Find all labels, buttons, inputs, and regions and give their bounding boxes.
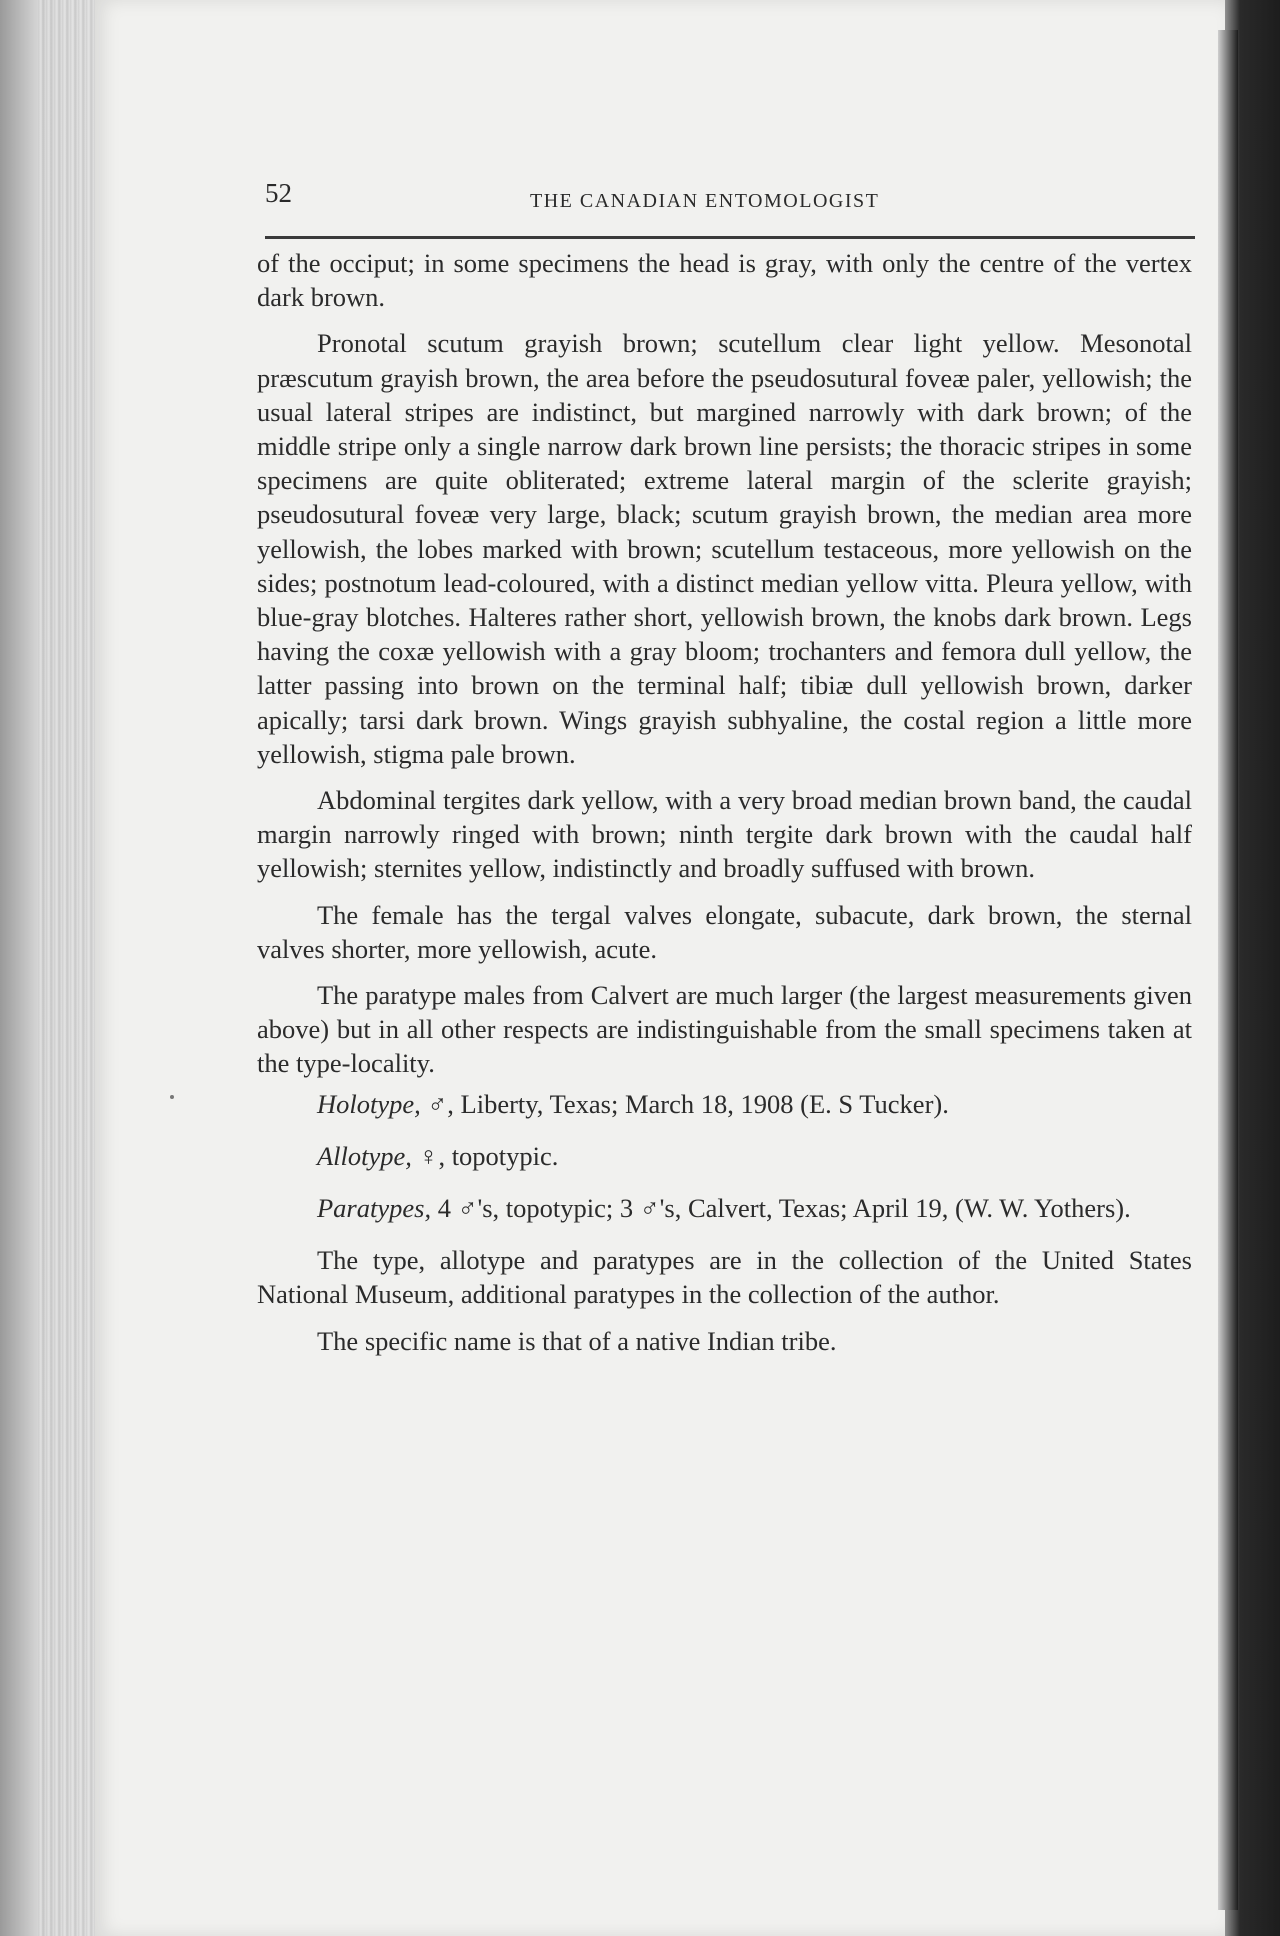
paragraph-abdomen: Abdominal tergites dark yellow, with a very broad median brown band, the caudal margin narrowly ringed with brown; ninth tergite dark brown with the caudal half yellowish; sternites yellow, indistinctly and broadly suffused with brown. xyxy=(257,785,1192,884)
paratypes-record xyxy=(257,1191,1192,1225)
paragraph-specific-name: The specific name is that of a native Indian tribe. xyxy=(317,1325,837,1356)
holotype-label: Holotype, xyxy=(317,1088,421,1119)
allotype-label: Allotype, xyxy=(317,1140,412,1171)
paragraph-thorax: Pronotal scutum grayish brown; scutellum clear light yellow. Mesonotal præscutum grayish brown, the area before the pseudosutural foveæ paler, yellowish; the usual lateral stripes are indistinct, but margined narrowly with dark brown; of the middle stripe only a single narrow dark brown line persists; the thoracic stripes in some specimens are quite obliterated; extreme lateral margin of the sclerite grayish; pseudosutural foveæ very large, black; scutum grayish brown, the median area more yellowish, the lobes marked with brown; scutellum testaceous, more yellowish on the sides; postnotum lead-coloured, with a distinct median yellow vitta. Pleura yellow, with blue-gray blotches. Halteres rather short, yellowish brown, the knobs dark brown. Legs having the coxæ yellowish with a gray bloom; trochanters and femora dull yellow, the latter passing into brown on the terminal half; tibiæ dull yellowish brown, darker apically; tarsi dark brown. Wings grayish subhyaline, the costal region a little more yellowish, stigma pale brown. xyxy=(257,328,1192,769)
paratypes-text: 4 ♂'s, topotypic; 3 ♂'s, Calvert, Texas; April 19, (W. W. Yothers). xyxy=(431,1193,1131,1224)
paragraph-female: The female has the tergal valves elongate, subacute, dark brown, the sternal valves shorter, more yellowish, acute. xyxy=(257,899,1192,964)
page-stack-edge xyxy=(38,0,98,1936)
holotype-text: ♂, Liberty, Texas; March 18, 1908 (E. S Tucker). xyxy=(420,1088,949,1119)
paragraph-continued: of the occiput; in some specimens the head is gray, with only the centre of the vertex dark brown. xyxy=(257,248,1192,313)
article-body xyxy=(257,246,1192,1370)
paragraph-paratype-males: The paratype males from Calvert are much larger (the largest measurements given above) but in all other respects are indistinguishable from the small specimens taken at the type-locality. xyxy=(257,980,1192,1079)
holotype-record xyxy=(257,1087,1192,1121)
page-number: 52 xyxy=(265,178,292,208)
paratypes-label: Paratypes, xyxy=(317,1193,432,1224)
header-rule xyxy=(265,236,1195,239)
allotype-record xyxy=(257,1139,1192,1173)
allotype-text: ♀, topotypic. xyxy=(411,1140,559,1171)
paragraph-collection: The type, allotype and paratypes are in the collection of the United States National Museum, additional paratypes in the collection of the author. xyxy=(257,1245,1192,1310)
ink-speck xyxy=(170,1095,174,1099)
page-header xyxy=(265,170,1195,232)
binding-shadow xyxy=(1218,30,1238,1910)
running-title: THE CANADIAN ENTOMOLOGIST xyxy=(530,190,880,212)
